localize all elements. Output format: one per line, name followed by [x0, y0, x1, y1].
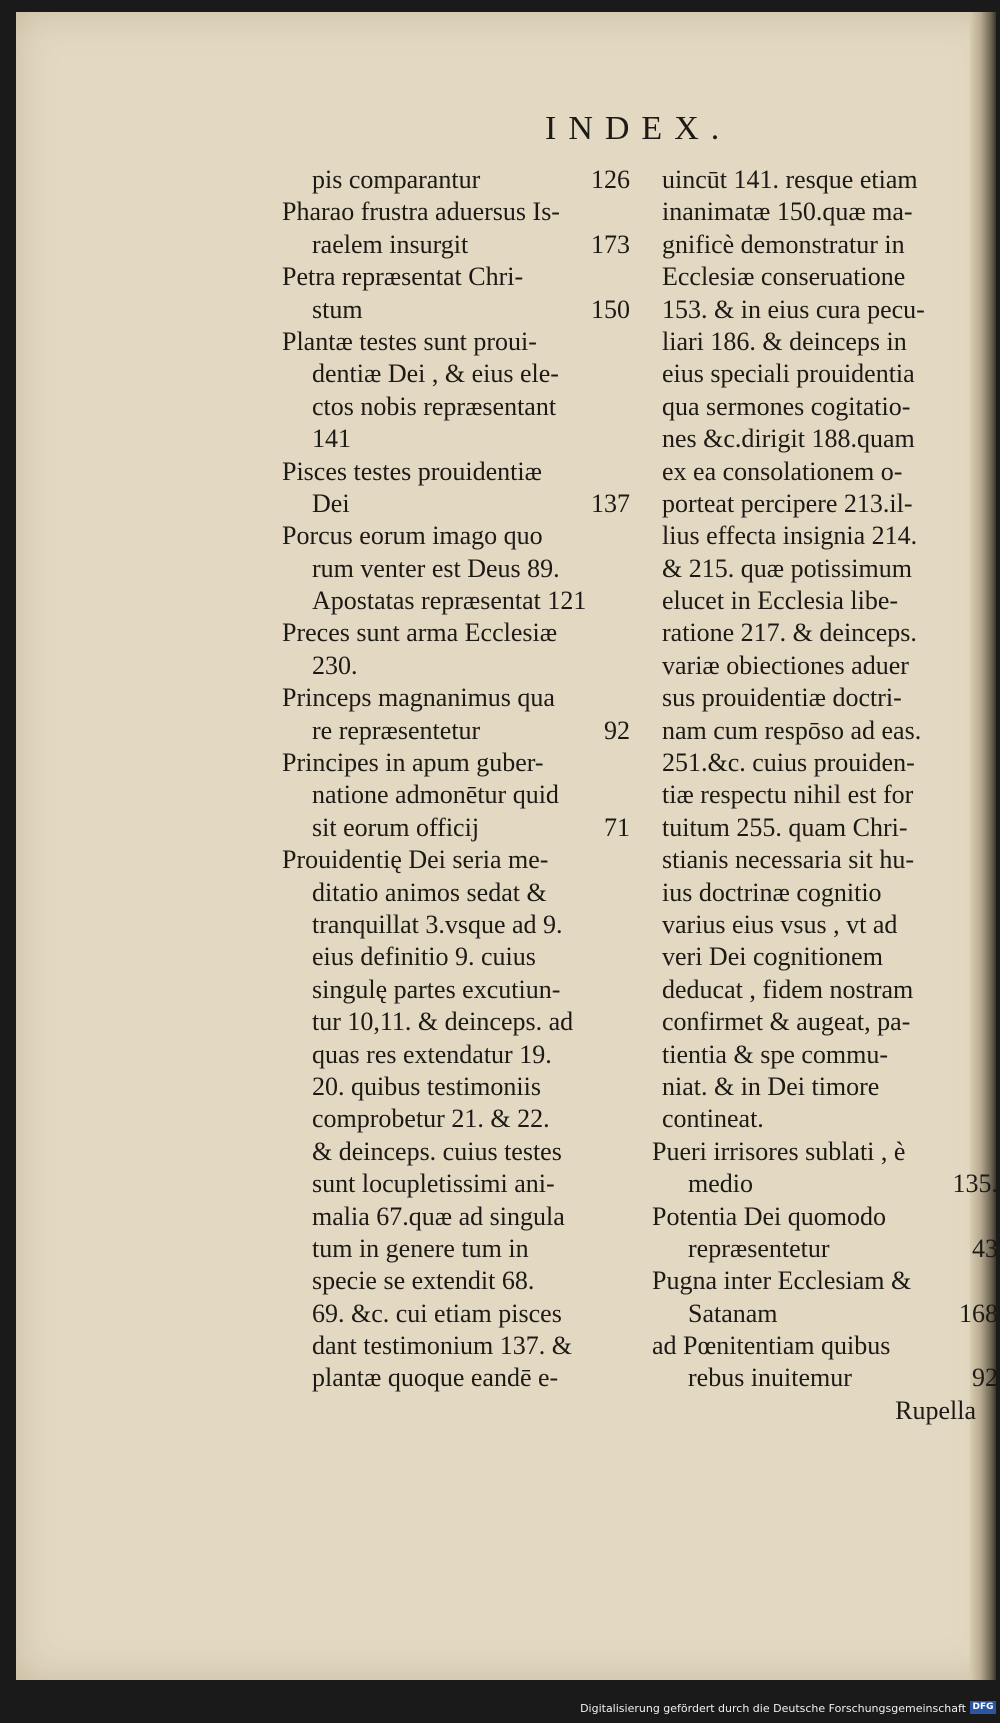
index-line: [662, 1006, 998, 1038]
index-page-number: 43: [972, 1233, 998, 1263]
index-entry-text: Apostatas repræsentat 121: [312, 586, 587, 616]
index-line: [662, 1362, 998, 1394]
index-entry-text: rum venter est Deus 89.: [312, 553, 560, 583]
index-line: [282, 520, 630, 552]
index-line: [662, 1103, 998, 1135]
index-line: [652, 1265, 998, 1297]
index-entry-text: confirmet & augeat, pa-: [662, 1007, 911, 1037]
index-line: [662, 974, 998, 1006]
index-entry-text: contineat.: [662, 1104, 764, 1134]
index-entry-text: ad Pœnitentiam quibus: [652, 1331, 891, 1361]
index-entry-text: 153. & in eius cura pecu-: [662, 294, 925, 324]
index-entry-text: specie se extendit 68.: [312, 1266, 535, 1296]
index-line: [662, 261, 998, 293]
index-line: [662, 1168, 998, 1200]
index-entry-text: Dei: [312, 488, 350, 518]
index-line: [282, 456, 630, 488]
index-entry-text: raelem insurgit: [312, 229, 469, 259]
index-entry-text: 69. &c. cui etiam pisces: [312, 1298, 562, 1328]
index-line: [282, 941, 630, 973]
index-page-number: 137: [591, 488, 630, 518]
index-line: [662, 488, 998, 520]
index-entry-text: ius doctrinæ cognitio: [662, 877, 882, 907]
index-line: [662, 682, 998, 714]
index-line: [282, 1362, 630, 1394]
index-line: [662, 779, 998, 811]
index-entry-text: tur 10,11. & deinceps. ad: [312, 1007, 574, 1037]
index-entry-text: medio: [688, 1169, 753, 1199]
index-line: [282, 779, 630, 811]
index-entry-text: ctos nobis repræsentant: [312, 391, 557, 421]
index-page-number: 92: [972, 1363, 998, 1393]
digitization-footer: [0, 1690, 1000, 1723]
index-line: [662, 617, 998, 649]
index-entry-text: variæ obiectiones aduer: [662, 650, 909, 680]
index-line: [282, 261, 630, 293]
index-line: [652, 1201, 998, 1233]
index-page-number: 92: [604, 715, 630, 745]
index-column-right: [652, 164, 998, 1395]
index-line: [282, 488, 630, 520]
dfg-logo: DFG: [970, 1701, 996, 1714]
index-entry-text: Potentia Dei quomodo: [652, 1201, 886, 1231]
index-line: [282, 650, 630, 682]
catchword: Rupella: [895, 1396, 976, 1425]
index-entry-text: stianis necessaria sit hu-: [662, 845, 914, 875]
index-line: [662, 553, 998, 585]
index-line: [282, 1233, 630, 1265]
index-line: [662, 456, 998, 488]
index-line: [662, 877, 998, 909]
index-line: [282, 1201, 630, 1233]
index-line: [282, 358, 630, 390]
index-line: [282, 747, 630, 779]
index-entry-text: rebus inuitemur: [688, 1363, 852, 1393]
index-entry-text: Prouidentię Dei seria me-: [282, 845, 549, 875]
index-line: [282, 326, 630, 358]
index-entry-text: veri Dei cognitionem: [662, 942, 883, 972]
index-entry-text: 251.&c. cuius prouiden-: [662, 748, 915, 778]
index-line: [282, 974, 630, 1006]
index-line: [282, 1103, 630, 1135]
index-entry-text: Pueri irrisores sublati , è: [652, 1136, 906, 1166]
index-entry-text: repræsentetur: [688, 1233, 830, 1263]
index-entry-text: ratione 217. & deinceps.: [662, 618, 917, 648]
index-entry-text: Porcus eorum imago quo: [282, 521, 543, 551]
index-line: [282, 229, 630, 261]
index-line: [282, 617, 630, 649]
index-line: [662, 326, 998, 358]
index-entry-text: & 215. quæ potissimum: [662, 553, 912, 583]
index-entry-text: natione admonētur quid: [312, 780, 559, 810]
index-entry-text: porteat percipere 213.il-: [662, 488, 913, 518]
index-line: [282, 553, 630, 585]
book-page: [16, 12, 996, 1680]
index-entry-text: 20. quibus testimoniis: [312, 1071, 541, 1101]
index-line: [662, 1039, 998, 1071]
index-entry-text: Plantæ testes sunt proui-: [282, 326, 537, 356]
index-entry-text: singulę partes excutiun-: [312, 974, 561, 1004]
index-line: [662, 423, 998, 455]
running-head: INDEX.: [545, 110, 732, 147]
index-entry-text: Pharao frustra aduersus Is-: [282, 197, 560, 227]
index-column-left: [282, 164, 630, 1395]
index-entry-text: comprobetur 21. & 22.: [312, 1104, 550, 1134]
index-entry-text: sit eorum officij: [312, 812, 480, 842]
index-line: [282, 294, 630, 326]
index-entry-text: Petra repræsentat Chri-: [282, 262, 524, 292]
index-entry-text: gnificè demonstratur in: [662, 229, 905, 259]
index-page-number: 71: [604, 812, 630, 842]
index-entry-text: 230.: [312, 650, 358, 680]
index-line: [282, 1330, 630, 1362]
index-entry-text: Princeps magnanimus qua: [282, 683, 555, 713]
index-line: [662, 909, 998, 941]
index-line: [282, 196, 630, 228]
index-entry-text: eius definitio 9. cuius: [312, 942, 536, 972]
index-entry-text: liari 186. & deinceps in: [662, 326, 907, 356]
index-entry-text: qua sermones cogitatio-: [662, 391, 911, 421]
index-entry-text: ditatio animos sedat &: [312, 877, 547, 907]
index-line: [662, 715, 998, 747]
footer-credit: Digitalisierung gefördert durch die Deutsche Forschungsgemeinschaft: [580, 1702, 966, 1715]
index-line: [282, 1006, 630, 1038]
index-line: [662, 358, 998, 390]
index-entry-text: uincūt 141. resque etiam: [662, 165, 918, 194]
index-page-number: 150: [591, 294, 630, 324]
index-line: [282, 715, 630, 747]
index-page-number: 168: [959, 1298, 998, 1328]
index-entry-text: nes &c.dirigit 188.quam: [662, 424, 915, 454]
index-entry-text: tum in genere tum in: [312, 1233, 529, 1263]
index-line: [282, 844, 630, 876]
index-line: [282, 164, 630, 196]
index-entry-text: malia 67.quæ ad singula: [312, 1201, 565, 1231]
index-line: [662, 1233, 998, 1265]
index-entry-text: sunt locupletissimi ani-: [312, 1169, 555, 1199]
index-entry-text: tientia & spe commu-: [662, 1039, 889, 1069]
index-entry-text: niat. & in Dei timore: [662, 1071, 880, 1101]
index-line: [282, 1071, 630, 1103]
index-line: [282, 585, 630, 617]
index-entry-text: & deinceps. cuius testes: [312, 1136, 562, 1166]
index-entry-text: eius speciali prouidentia: [662, 359, 915, 389]
index-line: [282, 877, 630, 909]
index-entry-text: lius effecta insignia 214.: [662, 521, 918, 551]
index-line: [282, 1168, 630, 1200]
index-entry-text: sus prouidentiæ doctri-: [662, 683, 902, 713]
index-entry-text: Principes in apum guber-: [282, 748, 544, 778]
index-entry-text: deducat , fidem nostram: [662, 974, 914, 1004]
index-line: [662, 520, 998, 552]
index-line: [282, 391, 630, 423]
index-line: [282, 909, 630, 941]
index-line: [662, 844, 998, 876]
index-page-number: 135.: [952, 1169, 998, 1199]
index-line: [662, 164, 998, 196]
index-line: [662, 391, 998, 423]
index-line: [662, 747, 998, 779]
index-entry-text: Pugna inter Ecclesiam &: [652, 1266, 912, 1296]
index-entry-text: stum: [312, 294, 363, 324]
index-line: [662, 229, 998, 261]
index-entry-text: quas res extendatur 19.: [312, 1039, 552, 1069]
index-line: [282, 423, 630, 455]
index-entry-text: pis comparantur: [312, 165, 481, 194]
index-line: [662, 1298, 998, 1330]
index-entry-text: varius eius vsus , vt ad: [662, 909, 898, 939]
index-line: [652, 1136, 998, 1168]
index-entry-text: tranquillat 3.vsque ad 9.: [312, 909, 563, 939]
index-line: [662, 812, 998, 844]
index-line: [282, 1136, 630, 1168]
index-entry-text: inanimatæ 150.quæ ma-: [662, 197, 913, 227]
index-entry-text: nam cum respōso ad eas.: [662, 715, 922, 745]
index-entry-text: tuitum 255. quam Chri-: [662, 812, 908, 842]
index-line: [662, 196, 998, 228]
index-entry-text: elucet in Ecclesia libe-: [662, 586, 899, 616]
index-page-number: 126: [591, 165, 630, 194]
index-line: [282, 1039, 630, 1071]
index-line: [662, 650, 998, 682]
index-line: [662, 1071, 998, 1103]
index-entry-text: Pisces testes prouidentiæ: [282, 456, 542, 486]
index-line: [652, 1330, 998, 1362]
index-entry-text: tiæ respectu nihil est for: [662, 780, 914, 810]
index-entry-text: 141: [312, 424, 351, 454]
index-entry-text: Preces sunt arma Ecclesiæ: [282, 618, 558, 648]
index-entry-text: dentiæ Dei , & eius ele-: [312, 359, 559, 389]
index-line: [662, 941, 998, 973]
index-line: [662, 294, 998, 326]
index-line: [282, 682, 630, 714]
index-entry-text: ex ea consolationem o-: [662, 456, 903, 486]
index-line: [282, 812, 630, 844]
index-entry-text: dant testimonium 137. &: [312, 1331, 572, 1361]
index-line: [662, 585, 998, 617]
index-page-number: 173: [591, 229, 630, 259]
index-entry-text: Satanam: [688, 1298, 778, 1328]
index-entry-text: Ecclesiæ conseruatione: [662, 262, 906, 292]
index-line: [282, 1265, 630, 1297]
index-entry-text: plantæ quoque eandē e-: [312, 1363, 559, 1393]
index-entry-text: re repræsentetur: [312, 715, 481, 745]
index-line: [282, 1298, 630, 1330]
